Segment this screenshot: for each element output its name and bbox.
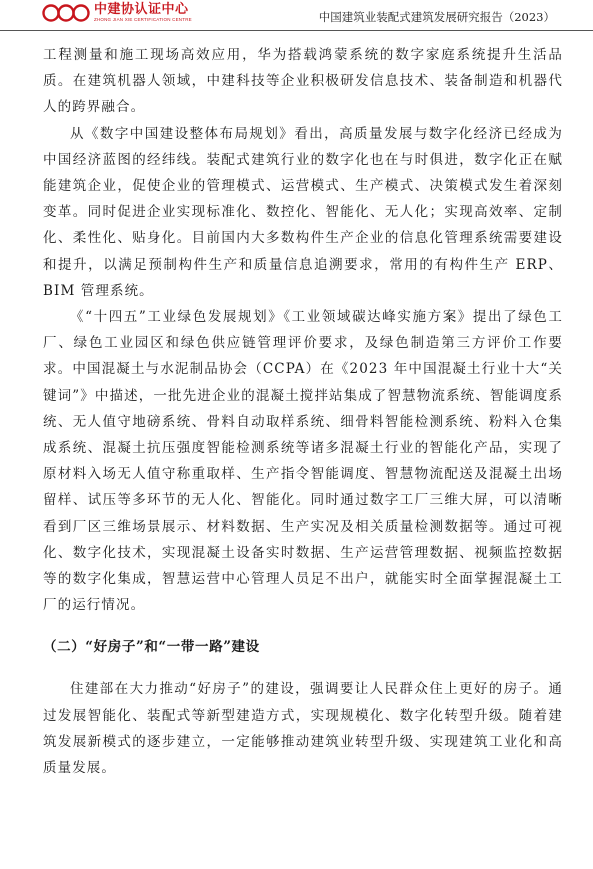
paragraph-2: 从《数字中国建设整体布局规划》看出，高质量发展与数字化经济已经成为中国经济蓝图的经纬线。装配式建筑行业的数字化也在与时俱进，数字化正在赋能建筑企业，促使企业的管理模式、运营模式、生产模式、决策模式发生着深刻变革。同时促进企业实现标准化、数控化、智能化、无人化；实现高效率、定制化、柔性化、贴身化。目前国内大多数构件生产企业的信息化管理系统需要建设和提升，以满足预制构件生产和质量信息追溯要求，常用的有构件生产 ERP、BIM 管理系统。	[43, 125, 563, 299]
section-heading: （二）“好房子”和“一带一路”建设	[43, 639, 260, 656]
logo-text: 中建协认证中心	[94, 2, 189, 18]
report-title: 中国建筑业装配式建筑发展研究报告（2023）	[318, 10, 555, 24]
section-paragraph: 住建部在大力推动“好房子”的建设，强调要让人民群众住上更好的房子。通过发展智能化、装配式等新型建造方式，实现规模化、数字化转型升级。随着建筑发展新模式的逐步建立，一定能够推动建筑业转型升级、实现建筑工业化和高质量发展。	[43, 681, 563, 777]
logo-rings-icon	[42, 3, 90, 23]
logo-text-block	[94, 3, 192, 23]
paragraph-1: 工程测量和施工现场高效应用，华为搭载鸿蒙系统的数字家庭系统提升生活品质。在建筑机器人领域，中建科技等企业积极研发信息技术、装备制造和机器代人的跨界融合。	[43, 47, 563, 116]
document-body	[43, 42, 563, 781]
paragraph-3: 《“十四五”工业绿色发展规划》《工业领域碳达峰实施方案》提出了绿色工厂、绿色工业园区和绿色供应链管理评价要求，及绿色制造第三方评价工作要求。中国混凝土与水泥制品协会（CCPA）在《2023 年中国混凝土行业十大“关键词”》中描述，一批先进企业的混凝土搅拌站集成了智慧物流系统、智能调度系统、无人值守地磅系统、骨料自动取样系统、细骨料智能检测系统、粉料入仓集成系统、混凝土抗压强度智能检测系统等诸多混凝土行业的智能化产品，实现了原材料入场无人值守称重取样、生产指令智能调度、智慧物流配送及混凝土出场留样、试压等多环节的无人化、智能化。同时通过数字工厂三维大屏，可以清晰看到厂区三维场景展示、材料数据、生产实况及相关质量检测数据等。通过可视化、数字化技术，实现混凝土设备实时数据、生产运营管理数据、视频监控数据等的数字化集成，智慧运营中心管理人员足不出户，就能实时全面掌握混凝土工厂的运行情况。	[43, 309, 563, 614]
logo-subtext: ZHONG JIAN XIE CERTIFICATION CENTRE	[94, 17, 192, 23]
logo	[42, 3, 192, 23]
page-header	[0, 0, 593, 31]
